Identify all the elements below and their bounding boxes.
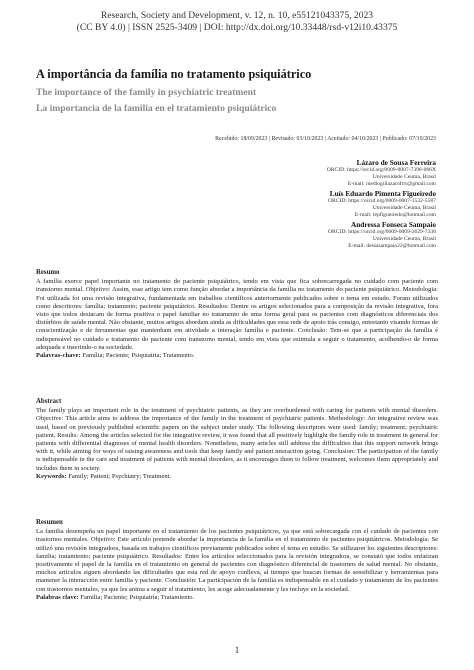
page-number: 1 [234, 646, 240, 656]
resumen-section [36, 519, 438, 602]
journal-citation: Research, Society and Development, v. 12, n. 10, e55121043375, 2023 [100, 10, 374, 21]
keywords-label: Keywords: [36, 472, 67, 480]
keywords-text: Família; Paciente; Psiquiatria; Tratamento. [80, 352, 195, 360]
resumo-section [36, 269, 438, 360]
article-title: A importância da família no tratamento psiquiátrico [36, 67, 312, 81]
keywords-label: Palavras-chave: [36, 352, 81, 360]
abstract-section [36, 398, 438, 481]
author-email[interactable]: E-mail: dessasampaio22@hotmail.com [348, 243, 436, 249]
author-orcid[interactable]: ORCID: https://orcid.org/0009-0007-7398-066X [326, 167, 436, 173]
article-title-english: The importance of the family in psychiatric treatment [36, 87, 257, 98]
author-block [216, 158, 436, 188]
author-name: Lázaro de Sousa Ferreira [356, 158, 436, 167]
abstract-heading: Abstract [36, 398, 62, 405]
author-block [216, 220, 436, 250]
resumo-keywords [36, 352, 438, 360]
author-affiliation: Universidade Ceuma, Brasil [372, 236, 436, 242]
author-orcid[interactable]: ORCID: https://orcid.org/0009-0007-1532-5587 [327, 198, 436, 204]
submission-dates: Recebido: 18/09/2023 | Revisado: 03/10/2023 | Aceitado: 04/10/2023 | Publicado: 07/10/2023 [215, 136, 436, 142]
resumen-body: La familia desempeña un papel importante en el tratamiento de los pacientes psiquiátricos, ya que está sobrecargada con el cuidado de pacientes con trastornos mentales. Objetivo: Este artículo pretende abordar la importancia de la familia en el tratamiento de pacientes psiquiátricos. Metodología: Se utilizó una revisión integradora, basada en trabajos científicos previamente publicados sobre el tema en estudio. Se utilizaron los siguientes descriptores: familia; tratamiento; paciente psiquiátrico. Resultados: Entre los artículos seleccionados para la revisión integradora, se constató que todos enfatizan positivamente el papel de la familia en el tratamiento en general de pacientes con diagnóstico diferencial de trastornos de salud mental. No obstante, muchos artículos siguen abordando las dificultades que esta red de apoyo conlleva, al tiempo que buscan formas de sensibilizar y herramientas para mantener la interacción entre familia y paciente. Conclusión: La participación de la familia es indispensable en el cuidado y tratamiento de los pacientes con trastornos mentales, ya que les anima a seguir el tratamiento, les acoge adecuadamente y les incluye en la sociedad. [36, 528, 438, 593]
resumo-heading: Resumo [36, 269, 60, 276]
author-affiliation: Universidade Ceuma, Brasil [372, 174, 436, 180]
resumen-heading: Resumen [36, 519, 63, 526]
author-email[interactable]: E-mail: medlogiilazarofrrr@gmail.com [347, 181, 436, 187]
author-block [216, 189, 436, 219]
abstract-keywords [36, 473, 438, 481]
resumen-keywords [36, 594, 438, 602]
resumo-body: A família exerce papel importante no tratamento do paciente psiquiátrico, tendo em vista que fica sobrecarregada no cuidado com paciente com transtorno mental. Objetivo: Assim, esse artigo tem como função abordar a importância da família no tratamento do paciente psiquiátrico. Metodologia: Foi utilizada foi uma revisão integrativa, fundamentada em trabalhos científicos anteriormente publicados sobre o tema em estudo. Foram utilizados como descritores: família; tratamento; paciente psiquiátrico. Resultados: Dentre os artigos selecionados para a composição da revisão integrativa, fora visto que todos destacam de forma positiva o papel familiar no tratamento de uma forma geral para os pacientes com diagnósticos diferenciais dos distúrbios de saúde mental. Não obstante, muitos artigos abordam ainda as dificuldades que essa rede de apoio trás consigo, entretanto visando formas de conscientização e de ferramentas que mantenham em atividade a interação família e paciente. Conclusão: Tem-se que a participação da família é indispensável no cuidado e tratamento do paciente com transtorno mental, tendo em vista que estimula a seguir o tratamento, acolhendo-o de forma adequada e inserindo-o na sociedade. [36, 278, 438, 351]
author-affiliation: Universidade Ceuma, Brasil [372, 205, 436, 211]
author-orcid[interactable]: ORCID: https://orcid.org/0009-0009-2629-7336 [327, 229, 436, 235]
author-email[interactable]: E-mail: lepfigueiredo@hotmail.com [354, 212, 436, 218]
author-name: Andressa Fonseca Sampaio [350, 220, 436, 229]
journal-issn-doi: (CC BY 4.0) | ISSN 2525-3409 | DOI: http://dx.doi.org/10.33448/rsd-v12i10.43375 [76, 21, 398, 33]
keywords-text: Familia; Paciente; Psiquiatría; Tratamiento. [78, 593, 195, 601]
abstract-body: The family plays an important role in the treatment of psychiatric patients, as they are overburdened with caring for patients with mental disorders. Objective: This article aims to address the importance of the family in the treatment of psychiatric patients. Methodology: An integrative review was used, based on previously published scientific papers on the subject under study. The following descriptors were used: family; treatment; psychiatric patient. Results: Among the articles selected for the integrative review, it was found that all positively highlight the family role in treatment in general for patients with differential diagnoses of mental health disorders. Nonetheless, many articles still address the difficulties that this support network brings with it, while aiming for ways of raising awareness and tools that keep family and patient interaction going. Conclusion: The participation of the family is indispensable in the care and treatment of patients with mental disorders, as it encourages them to follow treatment, welcomes them appropriately and includes them in society. [36, 407, 438, 472]
author-name: Luís Eduardo Pimenta Figueiredo [329, 189, 436, 198]
keywords-label: Palabras clave: [36, 593, 79, 601]
journal-header [0, 10, 474, 33]
author-list [216, 158, 436, 251]
article-title-spanish: La importancia de la familia en el tratamiento psiquiátrico [36, 103, 277, 114]
keywords-text: Family; Patient; Psychiatry; Treatment. [66, 472, 172, 480]
